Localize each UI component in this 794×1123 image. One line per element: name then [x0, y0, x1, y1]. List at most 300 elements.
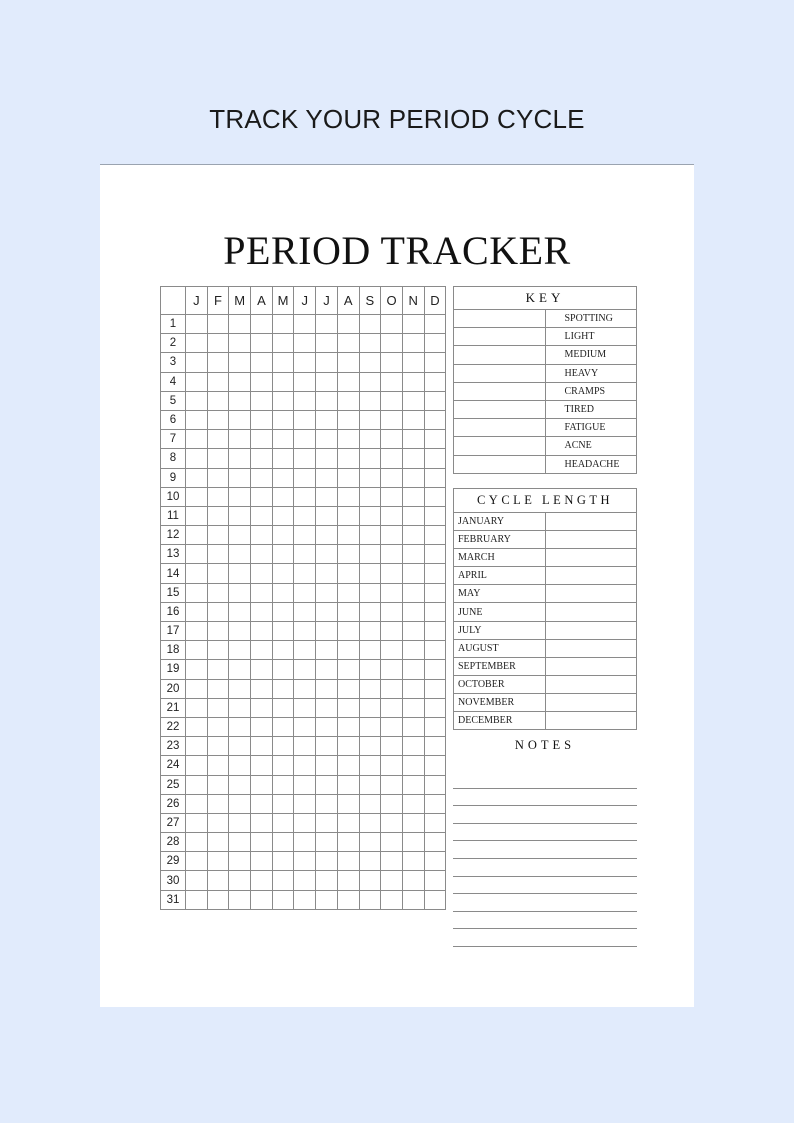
- tracker-cell[interactable]: [186, 372, 208, 391]
- tracker-cell[interactable]: [272, 756, 294, 775]
- tracker-cell[interactable]: [359, 583, 381, 602]
- tracker-cell[interactable]: [272, 430, 294, 449]
- tracker-cell[interactable]: [186, 526, 208, 545]
- tracker-cell[interactable]: [272, 775, 294, 794]
- tracker-cell[interactable]: [381, 564, 403, 583]
- tracker-cell[interactable]: [229, 487, 251, 506]
- tracker-cell[interactable]: [251, 583, 273, 602]
- cycle-length-value[interactable]: [545, 693, 637, 711]
- tracker-cell[interactable]: [316, 660, 338, 679]
- tracker-cell[interactable]: [381, 622, 403, 641]
- tracker-cell[interactable]: [316, 737, 338, 756]
- tracker-cell[interactable]: [272, 660, 294, 679]
- tracker-cell[interactable]: [272, 372, 294, 391]
- tracker-cell[interactable]: [186, 315, 208, 334]
- tracker-cell[interactable]: [316, 602, 338, 621]
- notes-line[interactable]: [453, 929, 637, 947]
- tracker-cell[interactable]: [229, 410, 251, 429]
- tracker-cell[interactable]: [337, 794, 359, 813]
- tracker-cell[interactable]: [337, 756, 359, 775]
- tracker-cell[interactable]: [402, 334, 424, 353]
- tracker-cell[interactable]: [402, 717, 424, 736]
- key-swatch[interactable]: [454, 310, 546, 328]
- tracker-cell[interactable]: [294, 334, 316, 353]
- tracker-cell[interactable]: [294, 545, 316, 564]
- tracker-cell[interactable]: [272, 622, 294, 641]
- tracker-cell[interactable]: [229, 334, 251, 353]
- tracker-cell[interactable]: [294, 679, 316, 698]
- tracker-cell[interactable]: [424, 813, 446, 832]
- tracker-cell[interactable]: [186, 449, 208, 468]
- tracker-cell[interactable]: [337, 372, 359, 391]
- tracker-cell[interactable]: [337, 833, 359, 852]
- tracker-cell[interactable]: [186, 334, 208, 353]
- tracker-cell[interactable]: [424, 833, 446, 852]
- tracker-cell[interactable]: [207, 506, 229, 525]
- tracker-cell[interactable]: [381, 871, 403, 890]
- tracker-cell[interactable]: [381, 353, 403, 372]
- tracker-cell[interactable]: [229, 717, 251, 736]
- tracker-cell[interactable]: [424, 391, 446, 410]
- tracker-cell[interactable]: [402, 545, 424, 564]
- tracker-cell[interactable]: [251, 833, 273, 852]
- tracker-cell[interactable]: [251, 756, 273, 775]
- tracker-cell[interactable]: [272, 794, 294, 813]
- tracker-cell[interactable]: [251, 813, 273, 832]
- tracker-cell[interactable]: [294, 660, 316, 679]
- tracker-cell[interactable]: [316, 679, 338, 698]
- tracker-cell[interactable]: [186, 468, 208, 487]
- tracker-cell[interactable]: [251, 679, 273, 698]
- tracker-cell[interactable]: [186, 622, 208, 641]
- tracker-cell[interactable]: [207, 756, 229, 775]
- tracker-cell[interactable]: [186, 871, 208, 890]
- tracker-cell[interactable]: [272, 679, 294, 698]
- notes-line[interactable]: [453, 806, 637, 824]
- tracker-cell[interactable]: [186, 391, 208, 410]
- tracker-cell[interactable]: [316, 315, 338, 334]
- tracker-cell[interactable]: [402, 487, 424, 506]
- tracker-cell[interactable]: [294, 698, 316, 717]
- tracker-cell[interactable]: [251, 391, 273, 410]
- tracker-cell[interactable]: [337, 813, 359, 832]
- tracker-cell[interactable]: [381, 717, 403, 736]
- tracker-cell[interactable]: [381, 641, 403, 660]
- tracker-cell[interactable]: [359, 871, 381, 890]
- cycle-length-value[interactable]: [545, 549, 637, 567]
- tracker-cell[interactable]: [337, 660, 359, 679]
- tracker-cell[interactable]: [316, 334, 338, 353]
- tracker-cell[interactable]: [207, 852, 229, 871]
- tracker-cell[interactable]: [294, 353, 316, 372]
- notes-line[interactable]: [453, 877, 637, 895]
- tracker-cell[interactable]: [337, 602, 359, 621]
- tracker-cell[interactable]: [251, 545, 273, 564]
- tracker-cell[interactable]: [359, 852, 381, 871]
- tracker-cell[interactable]: [207, 545, 229, 564]
- tracker-cell[interactable]: [424, 468, 446, 487]
- tracker-cell[interactable]: [424, 526, 446, 545]
- notes-line[interactable]: [453, 789, 637, 807]
- tracker-cell[interactable]: [207, 583, 229, 602]
- tracker-cell[interactable]: [294, 794, 316, 813]
- tracker-cell[interactable]: [424, 315, 446, 334]
- tracker-cell[interactable]: [402, 315, 424, 334]
- tracker-cell[interactable]: [272, 487, 294, 506]
- tracker-cell[interactable]: [424, 890, 446, 909]
- cycle-length-value[interactable]: [545, 657, 637, 675]
- tracker-cell[interactable]: [359, 526, 381, 545]
- tracker-cell[interactable]: [186, 794, 208, 813]
- tracker-cell[interactable]: [337, 890, 359, 909]
- tracker-cell[interactable]: [186, 717, 208, 736]
- tracker-cell[interactable]: [294, 410, 316, 429]
- tracker-cell[interactable]: [207, 468, 229, 487]
- tracker-cell[interactable]: [402, 564, 424, 583]
- tracker-cell[interactable]: [316, 545, 338, 564]
- tracker-cell[interactable]: [229, 391, 251, 410]
- tracker-cell[interactable]: [424, 410, 446, 429]
- tracker-cell[interactable]: [294, 641, 316, 660]
- tracker-cell[interactable]: [337, 487, 359, 506]
- tracker-cell[interactable]: [424, 717, 446, 736]
- tracker-cell[interactable]: [337, 410, 359, 429]
- tracker-cell[interactable]: [359, 737, 381, 756]
- tracker-cell[interactable]: [186, 410, 208, 429]
- tracker-cell[interactable]: [272, 410, 294, 429]
- cycle-length-value[interactable]: [545, 513, 637, 531]
- tracker-cell[interactable]: [294, 526, 316, 545]
- tracker-cell[interactable]: [229, 526, 251, 545]
- tracker-cell[interactable]: [207, 430, 229, 449]
- tracker-cell[interactable]: [207, 717, 229, 736]
- tracker-cell[interactable]: [186, 641, 208, 660]
- tracker-cell[interactable]: [272, 334, 294, 353]
- tracker-cell[interactable]: [337, 679, 359, 698]
- tracker-cell[interactable]: [424, 622, 446, 641]
- tracker-cell[interactable]: [186, 487, 208, 506]
- tracker-cell[interactable]: [316, 794, 338, 813]
- tracker-cell[interactable]: [186, 756, 208, 775]
- tracker-cell[interactable]: [272, 564, 294, 583]
- tracker-cell[interactable]: [381, 468, 403, 487]
- tracker-cell[interactable]: [316, 430, 338, 449]
- tracker-cell[interactable]: [294, 315, 316, 334]
- tracker-cell[interactable]: [402, 372, 424, 391]
- key-swatch[interactable]: [454, 455, 546, 473]
- tracker-cell[interactable]: [381, 506, 403, 525]
- tracker-cell[interactable]: [229, 698, 251, 717]
- tracker-cell[interactable]: [337, 526, 359, 545]
- tracker-cell[interactable]: [424, 564, 446, 583]
- tracker-cell[interactable]: [337, 737, 359, 756]
- tracker-cell[interactable]: [359, 622, 381, 641]
- tracker-cell[interactable]: [272, 602, 294, 621]
- tracker-cell[interactable]: [381, 315, 403, 334]
- tracker-cell[interactable]: [381, 794, 403, 813]
- tracker-cell[interactable]: [229, 660, 251, 679]
- tracker-cell[interactable]: [337, 449, 359, 468]
- tracker-cell[interactable]: [251, 737, 273, 756]
- tracker-cell[interactable]: [359, 449, 381, 468]
- tracker-cell[interactable]: [186, 602, 208, 621]
- tracker-cell[interactable]: [186, 890, 208, 909]
- tracker-cell[interactable]: [402, 583, 424, 602]
- tracker-cell[interactable]: [316, 583, 338, 602]
- tracker-cell[interactable]: [424, 602, 446, 621]
- tracker-cell[interactable]: [337, 583, 359, 602]
- tracker-cell[interactable]: [359, 391, 381, 410]
- tracker-cell[interactable]: [229, 622, 251, 641]
- tracker-cell[interactable]: [251, 641, 273, 660]
- tracker-cell[interactable]: [229, 852, 251, 871]
- tracker-cell[interactable]: [337, 545, 359, 564]
- tracker-cell[interactable]: [316, 506, 338, 525]
- tracker-cell[interactable]: [272, 526, 294, 545]
- tracker-cell[interactable]: [337, 506, 359, 525]
- tracker-cell[interactable]: [402, 775, 424, 794]
- tracker-cell[interactable]: [229, 833, 251, 852]
- tracker-cell[interactable]: [424, 756, 446, 775]
- tracker-cell[interactable]: [186, 813, 208, 832]
- tracker-cell[interactable]: [251, 372, 273, 391]
- tracker-cell[interactable]: [229, 564, 251, 583]
- tracker-cell[interactable]: [381, 334, 403, 353]
- cycle-length-value[interactable]: [545, 712, 637, 730]
- tracker-cell[interactable]: [402, 890, 424, 909]
- tracker-cell[interactable]: [229, 430, 251, 449]
- tracker-cell[interactable]: [186, 583, 208, 602]
- tracker-cell[interactable]: [207, 641, 229, 660]
- tracker-cell[interactable]: [359, 506, 381, 525]
- tracker-cell[interactable]: [424, 372, 446, 391]
- tracker-cell[interactable]: [381, 813, 403, 832]
- tracker-cell[interactable]: [251, 660, 273, 679]
- tracker-cell[interactable]: [186, 679, 208, 698]
- tracker-cell[interactable]: [337, 564, 359, 583]
- tracker-cell[interactable]: [424, 871, 446, 890]
- tracker-cell[interactable]: [359, 430, 381, 449]
- cycle-length-value[interactable]: [545, 585, 637, 603]
- tracker-cell[interactable]: [272, 871, 294, 890]
- tracker-cell[interactable]: [424, 545, 446, 564]
- tracker-cell[interactable]: [402, 602, 424, 621]
- tracker-cell[interactable]: [424, 430, 446, 449]
- tracker-cell[interactable]: [337, 315, 359, 334]
- tracker-cell[interactable]: [207, 353, 229, 372]
- tracker-cell[interactable]: [381, 583, 403, 602]
- tracker-cell[interactable]: [337, 698, 359, 717]
- tracker-cell[interactable]: [402, 353, 424, 372]
- tracker-cell[interactable]: [251, 410, 273, 429]
- tracker-cell[interactable]: [316, 717, 338, 736]
- tracker-cell[interactable]: [186, 833, 208, 852]
- tracker-cell[interactable]: [229, 583, 251, 602]
- tracker-cell[interactable]: [337, 775, 359, 794]
- key-swatch[interactable]: [454, 346, 546, 364]
- tracker-cell[interactable]: [424, 698, 446, 717]
- tracker-cell[interactable]: [359, 698, 381, 717]
- tracker-cell[interactable]: [359, 545, 381, 564]
- tracker-cell[interactable]: [337, 641, 359, 660]
- tracker-cell[interactable]: [424, 487, 446, 506]
- tracker-cell[interactable]: [207, 526, 229, 545]
- tracker-cell[interactable]: [316, 526, 338, 545]
- tracker-cell[interactable]: [207, 794, 229, 813]
- tracker-cell[interactable]: [316, 833, 338, 852]
- tracker-cell[interactable]: [251, 468, 273, 487]
- tracker-cell[interactable]: [359, 487, 381, 506]
- tracker-cell[interactable]: [316, 890, 338, 909]
- tracker-cell[interactable]: [272, 717, 294, 736]
- tracker-cell[interactable]: [316, 775, 338, 794]
- tracker-cell[interactable]: [186, 737, 208, 756]
- tracker-cell[interactable]: [424, 641, 446, 660]
- tracker-cell[interactable]: [251, 890, 273, 909]
- tracker-cell[interactable]: [229, 813, 251, 832]
- tracker-cell[interactable]: [251, 794, 273, 813]
- tracker-cell[interactable]: [207, 660, 229, 679]
- tracker-cell[interactable]: [272, 698, 294, 717]
- cycle-length-value[interactable]: [545, 603, 637, 621]
- tracker-cell[interactable]: [316, 449, 338, 468]
- tracker-cell[interactable]: [424, 660, 446, 679]
- tracker-cell[interactable]: [272, 583, 294, 602]
- tracker-cell[interactable]: [402, 756, 424, 775]
- tracker-cell[interactable]: [229, 449, 251, 468]
- tracker-cell[interactable]: [337, 852, 359, 871]
- tracker-cell[interactable]: [207, 602, 229, 621]
- tracker-cell[interactable]: [402, 833, 424, 852]
- tracker-cell[interactable]: [381, 890, 403, 909]
- tracker-cell[interactable]: [424, 449, 446, 468]
- tracker-cell[interactable]: [316, 698, 338, 717]
- tracker-cell[interactable]: [229, 737, 251, 756]
- tracker-cell[interactable]: [359, 794, 381, 813]
- tracker-cell[interactable]: [251, 564, 273, 583]
- tracker-cell[interactable]: [402, 737, 424, 756]
- tracker-cell[interactable]: [207, 871, 229, 890]
- tracker-cell[interactable]: [381, 833, 403, 852]
- tracker-cell[interactable]: [251, 602, 273, 621]
- cycle-length-value[interactable]: [545, 531, 637, 549]
- tracker-cell[interactable]: [402, 430, 424, 449]
- tracker-cell[interactable]: [207, 410, 229, 429]
- tracker-cell[interactable]: [402, 852, 424, 871]
- tracker-cell[interactable]: [294, 756, 316, 775]
- tracker-cell[interactable]: [294, 871, 316, 890]
- tracker-cell[interactable]: [316, 871, 338, 890]
- cycle-length-value[interactable]: [545, 621, 637, 639]
- tracker-cell[interactable]: [402, 526, 424, 545]
- tracker-cell[interactable]: [251, 353, 273, 372]
- tracker-cell[interactable]: [272, 737, 294, 756]
- tracker-cell[interactable]: [381, 391, 403, 410]
- cycle-length-value[interactable]: [545, 567, 637, 585]
- tracker-cell[interactable]: [424, 852, 446, 871]
- tracker-cell[interactable]: [381, 698, 403, 717]
- tracker-cell[interactable]: [272, 315, 294, 334]
- tracker-cell[interactable]: [359, 410, 381, 429]
- tracker-cell[interactable]: [229, 506, 251, 525]
- tracker-cell[interactable]: [207, 334, 229, 353]
- tracker-cell[interactable]: [251, 430, 273, 449]
- tracker-cell[interactable]: [294, 487, 316, 506]
- tracker-cell[interactable]: [251, 334, 273, 353]
- tracker-cell[interactable]: [359, 602, 381, 621]
- key-swatch[interactable]: [454, 400, 546, 418]
- tracker-cell[interactable]: [359, 756, 381, 775]
- tracker-cell[interactable]: [294, 583, 316, 602]
- tracker-cell[interactable]: [359, 353, 381, 372]
- tracker-cell[interactable]: [229, 315, 251, 334]
- tracker-cell[interactable]: [229, 545, 251, 564]
- tracker-cell[interactable]: [337, 622, 359, 641]
- tracker-cell[interactable]: [229, 679, 251, 698]
- tracker-cell[interactable]: [424, 775, 446, 794]
- tracker-cell[interactable]: [381, 775, 403, 794]
- tracker-cell[interactable]: [402, 871, 424, 890]
- tracker-cell[interactable]: [316, 641, 338, 660]
- tracker-cell[interactable]: [229, 602, 251, 621]
- tracker-cell[interactable]: [207, 449, 229, 468]
- key-swatch[interactable]: [454, 437, 546, 455]
- tracker-cell[interactable]: [359, 833, 381, 852]
- tracker-cell[interactable]: [381, 487, 403, 506]
- tracker-cell[interactable]: [272, 468, 294, 487]
- tracker-cell[interactable]: [207, 775, 229, 794]
- tracker-cell[interactable]: [316, 756, 338, 775]
- key-swatch[interactable]: [454, 364, 546, 382]
- tracker-cell[interactable]: [294, 468, 316, 487]
- tracker-cell[interactable]: [424, 679, 446, 698]
- tracker-cell[interactable]: [207, 564, 229, 583]
- tracker-cell[interactable]: [294, 717, 316, 736]
- tracker-cell[interactable]: [402, 641, 424, 660]
- tracker-cell[interactable]: [207, 391, 229, 410]
- tracker-cell[interactable]: [381, 449, 403, 468]
- tracker-cell[interactable]: [424, 737, 446, 756]
- tracker-cell[interactable]: [294, 506, 316, 525]
- tracker-cell[interactable]: [294, 775, 316, 794]
- tracker-cell[interactable]: [316, 410, 338, 429]
- tracker-cell[interactable]: [294, 602, 316, 621]
- notes-line[interactable]: [453, 841, 637, 859]
- tracker-cell[interactable]: [424, 794, 446, 813]
- tracker-cell[interactable]: [207, 622, 229, 641]
- cycle-length-value[interactable]: [545, 639, 637, 657]
- tracker-cell[interactable]: [359, 334, 381, 353]
- tracker-cell[interactable]: [316, 372, 338, 391]
- tracker-cell[interactable]: [186, 353, 208, 372]
- tracker-cell[interactable]: [186, 430, 208, 449]
- notes-line[interactable]: [453, 771, 637, 789]
- tracker-cell[interactable]: [186, 564, 208, 583]
- tracker-cell[interactable]: [186, 545, 208, 564]
- tracker-cell[interactable]: [424, 583, 446, 602]
- tracker-cell[interactable]: [402, 391, 424, 410]
- tracker-cell[interactable]: [272, 449, 294, 468]
- tracker-cell[interactable]: [272, 545, 294, 564]
- tracker-cell[interactable]: [359, 890, 381, 909]
- tracker-cell[interactable]: [229, 353, 251, 372]
- tracker-cell[interactable]: [337, 334, 359, 353]
- tracker-cell[interactable]: [294, 564, 316, 583]
- key-swatch[interactable]: [454, 382, 546, 400]
- tracker-cell[interactable]: [402, 468, 424, 487]
- tracker-cell[interactable]: [381, 737, 403, 756]
- tracker-cell[interactable]: [337, 717, 359, 736]
